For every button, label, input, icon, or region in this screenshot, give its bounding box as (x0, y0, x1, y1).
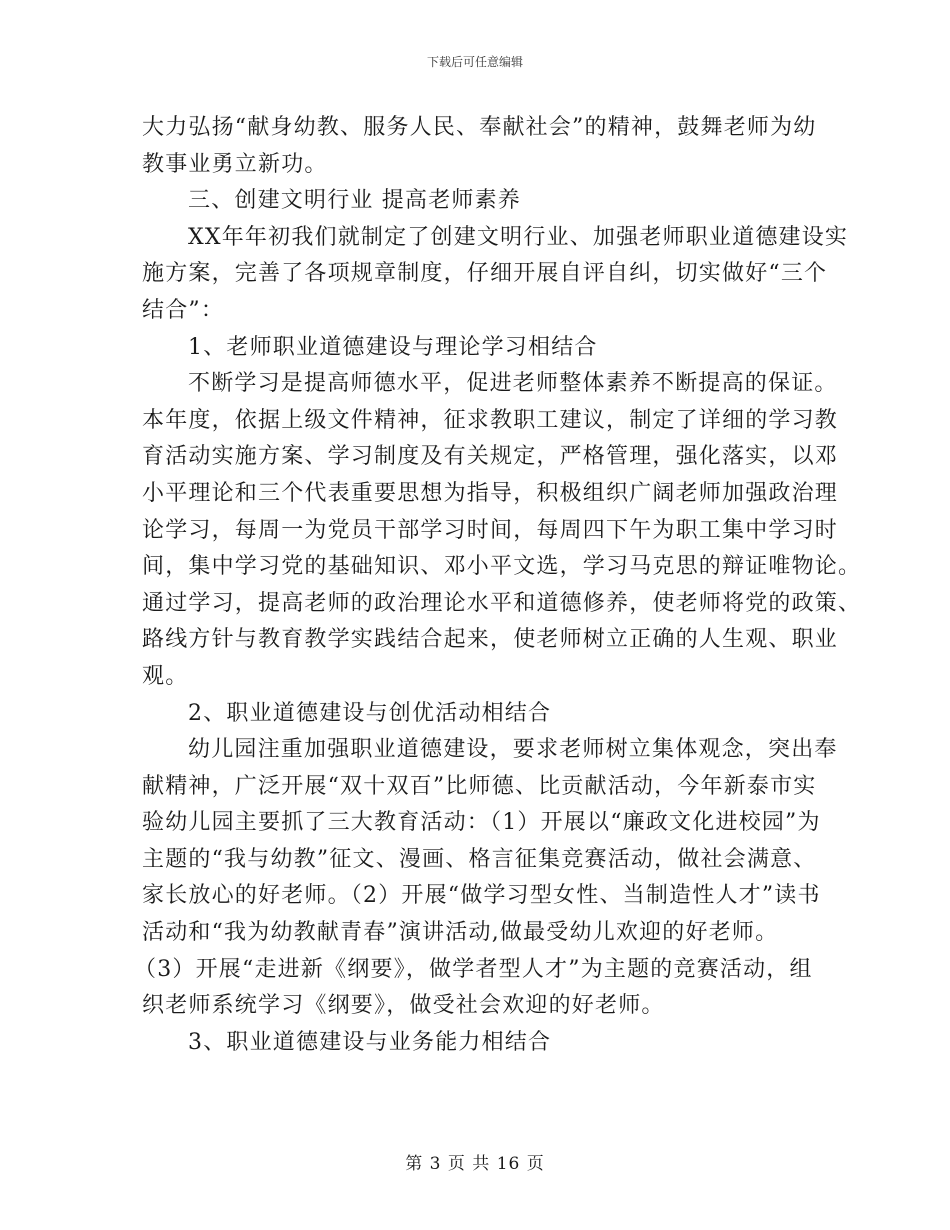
body-line: 织老师系统学习《纲要》，做受社会欢迎的好老师。 (142, 993, 665, 1019)
body-line: 观。 (142, 663, 189, 689)
subsection-heading: 3、职业道德建设与业务能力相结合 (188, 1029, 552, 1055)
body-line: （3）开展“走进新《纲要》，做学者型人才”为主题的竞赛活动，组 (134, 956, 813, 982)
body-line: XX年年初我们就制定了创建文明行业、加强老师职业道德建设实 (188, 224, 849, 250)
body-line: 献精神，广泛开展“双十双百”比师德、比贡献活动，今年新泰市实 (142, 773, 817, 799)
body-line: 大力弘扬“献身幼教、服务人民、奉献社会”的精神，鼓舞老师为幼 (142, 115, 817, 140)
body-line: 不断学习是提高师德水平，促进老师整体素养不断提高的保证。 (188, 371, 838, 397)
subsection-heading: 2、职业道德建设与创优活动相结合 (188, 700, 552, 726)
body-line: 活动和“我为幼教献青春”演讲活动,做最受幼儿欢迎的好老师。 (142, 920, 779, 946)
body-line: 教事业勇立新功。 (142, 151, 328, 177)
body-line: 幼儿园注重加强职业道德建设，要求老师树立集体观念，突出奉 (188, 737, 838, 763)
body-line: 间，集中学习党的基础知识、邓小平文选，学习马克思的辩证唯物论。 (142, 554, 862, 580)
page-footer: 第 3 页 共 16 页 (405, 1154, 545, 1174)
body-line: 育活动实施方案、学习制度及有关规定，严格管理，强化落实，以邓 (142, 444, 839, 470)
body-line: 论学习，每周一为党员干部学习时间，每周四下午为职工集中学习时 (142, 517, 839, 543)
body-line: 小平理论和三个代表重要思想为指导，积极组织广阔老师加强政治理 (142, 480, 839, 506)
body-line: 验幼儿园主要抓了三大教育活动：（1）开展以“廉政文化进校园”为 (142, 810, 821, 836)
body-line: 主题的“我与幼教”征文、漫画、格言征集竞赛活动，做社会满意、 (142, 846, 817, 872)
section-heading: 三、创建文明行业 提高老师素养 (188, 188, 521, 214)
document-body (134, 110, 862, 1061)
body-line: 结合”： (142, 297, 225, 323)
body-line: 本年度，依据上级文件精神，征求教职工建议，制定了详细的学习教 (142, 407, 839, 433)
body-line: 施方案，完善了各项规章制度，仔细开展自评自纠，切实做好“三个 (142, 261, 828, 287)
body-line: 家长放心的好老师。（2）开展“做学习型女性、当制造性人才”读书 (142, 883, 821, 909)
page-header: 下载后可任意编辑 (426, 55, 523, 69)
body-line: 路线方针与教育教学实践结合起来，使老师树立正确的人生观、职业 (142, 627, 839, 653)
body-line: 通过学习，提高老师的政治理论水平和道德修养，使老师将党的政策、 (142, 590, 862, 616)
subsection-heading: 1、老师职业道德建设与理论学习相结合 (188, 334, 598, 360)
